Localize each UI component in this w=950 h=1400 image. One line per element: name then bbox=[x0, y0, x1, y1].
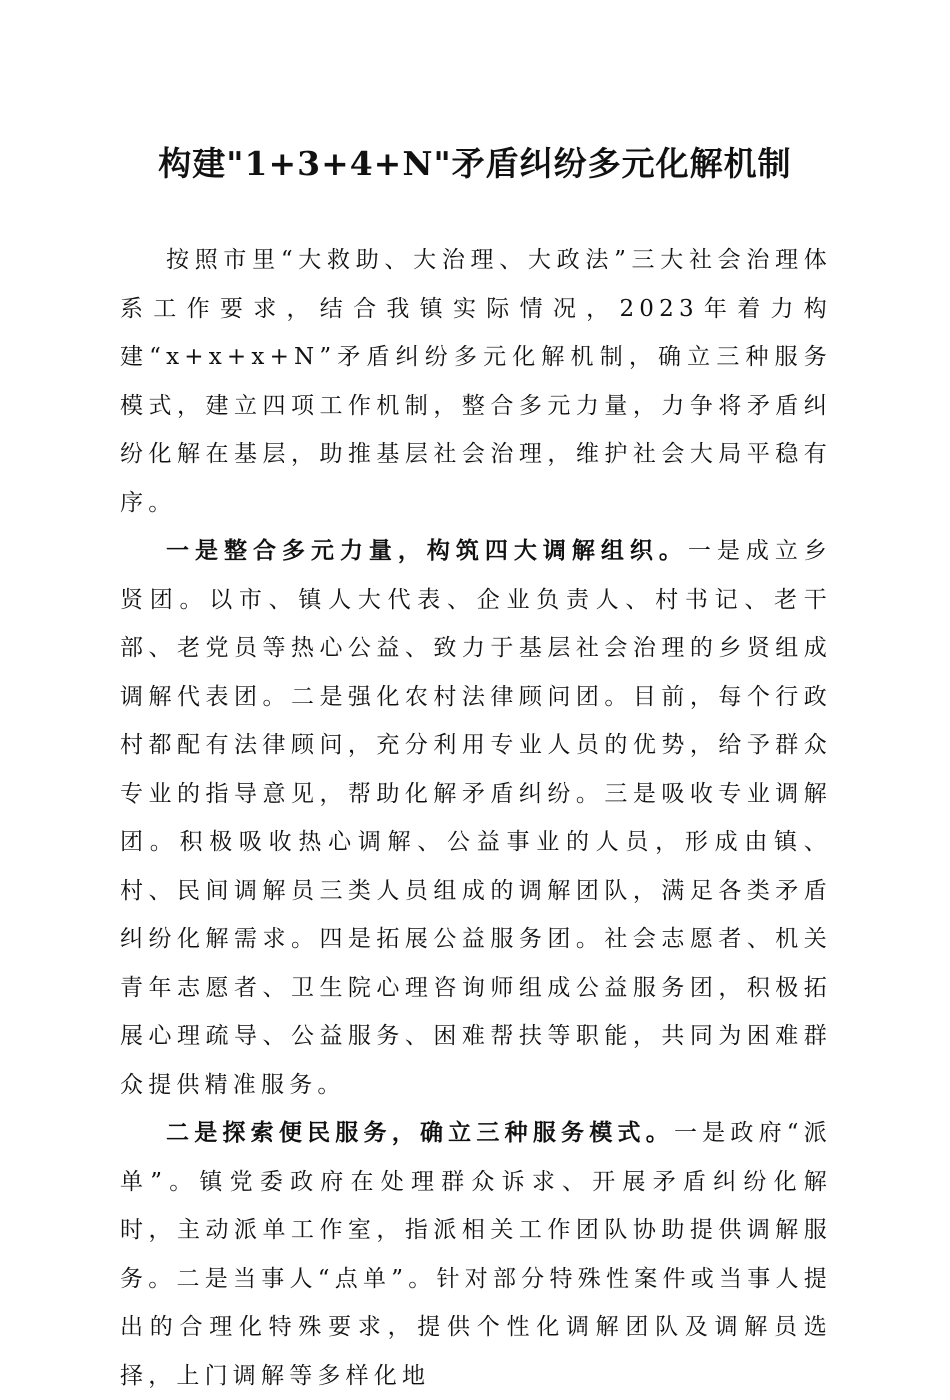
paragraph-text: 一是成立乡贤团。以市、镇人大代表、企业负责人、村书记、老干部、老党员等热心公益、致力于基层社会治理的乡贤组成调解代表团。二是强化农村法律顾问团。目前，每个行政村都配有法律顾问，充分利用专业人员的优势，给予群众专业的指导意见，帮助化解矛盾纠纷。三是吸收专业调解团。积极吸收热心调解、公益事业的人员，形成由镇、村、民间调解员三类人员组成的调解团队，满足各类矛盾纠纷化解需求。四是拓展公益服务团。社会志愿者、机关青年志愿者、卫生院心理咨询师组成公益服务团，积极拓展心理疏导、公益服务、困难帮扶等职能，共同为困难群众提供精准服务。 bbox=[120, 538, 833, 1098]
document-title: 构建"1+3+4+N"矛盾纠纷多元化解机制 bbox=[158, 144, 792, 183]
document-body bbox=[120, 236, 832, 1400]
paragraph-lead: 一是整合多元力量，构筑四大调解组织。 bbox=[166, 537, 688, 564]
paragraph-intro bbox=[120, 236, 832, 527]
paragraph-section-1 bbox=[120, 527, 832, 1109]
paragraph-lead: 二是探索便民服务，确立三种服务模式。 bbox=[166, 1119, 674, 1146]
paragraph-text: 一是政府“派单”。镇党委政府在处理群众诉求、开展矛盾纠纷化解时，主动派单工作室，指派相关工作团队协助提供调解服务。二是当事人“点单”。针对部分特殊性案件或当事人提出的合理化特殊要求，提供个性化调解团队及调解员选择，上门调解等多样化地 bbox=[120, 1120, 832, 1389]
paragraph-text: 按照市里“大救助、大治理、大政法”三大社会治理体系工作要求，结合我镇实际情况，2023年着力构建“x+x+x+N”矛盾纠纷多元化解机制，确立三种服务模式，建立四项工作机制，整合多元力量，力争将矛盾纠纷化解在基层，助推基层社会治理，维护社会大局平稳有序。 bbox=[120, 247, 832, 516]
paragraph-section-2 bbox=[120, 1109, 832, 1400]
